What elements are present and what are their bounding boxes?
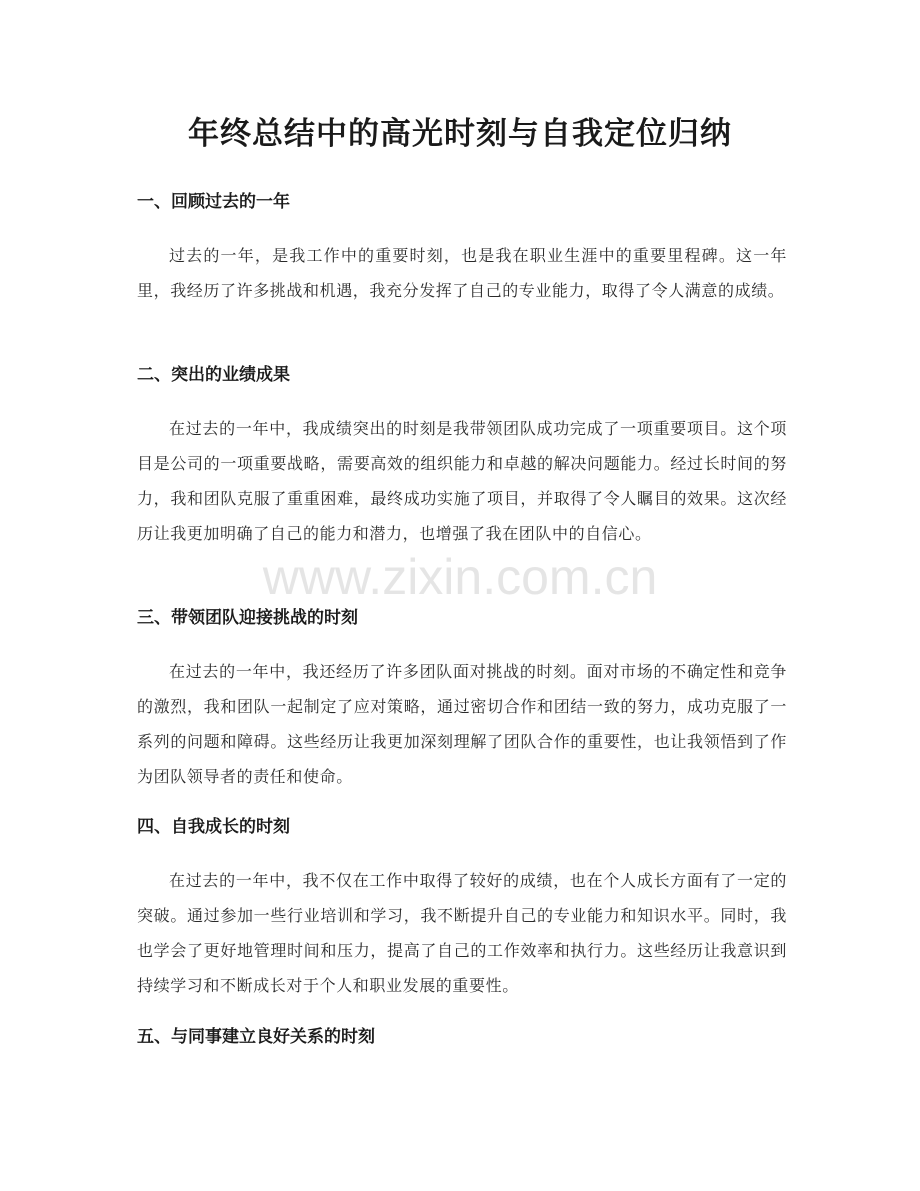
section-paragraph: 在过去的一年中，我还经历了许多团队面对挑战的时刻。面对市场的不确定性和竞争的激烈，我和团队一起制定了应对策略，通过密切合作和团结一致的努力，成功克服了一系列的问题和障碍。这些经历让我更加深刻理解了团队合作的重要性，也让我领悟到了作为团队领导者的责任和使命。 [137, 662, 787, 786]
section-paragraph: 在过去的一年中，我成绩突出的时刻是我带领团队成功完成了一项重要项目。这个项目是公司的一项重要战略，需要高效的组织能力和卓越的解决问题能力。经过长时间的努力，我和团队克服了重重困难，最终成功实施了项目，并取得了令人瞩目的效果。这次经历让我更加明确了自己的能力和潜力，也增强了我在团队中的自信心。 [137, 419, 787, 543]
section-1 [137, 190, 787, 308]
watermark: www.zixin.com.cn [262, 549, 658, 605]
section-heading: 四、自我成长的时刻 [137, 817, 290, 837]
section-3 [137, 606, 787, 794]
section-heading: 一、回顾过去的一年 [137, 192, 290, 212]
section-paragraph: 在过去的一年中，我不仅在工作中取得了较好的成绩，也在个人成长方面有了一定的突破。通过参加一些行业培训和学习，我不断提升自己的专业能力和知识水平。同时，我也学会了更好地管理时间和压力，提高了自己的工作效率和执行力。这些经历让我意识到持续学习和不断成长对于个人和职业发展的重要性。 [137, 871, 787, 995]
section-paragraph: 过去的一年，是我工作中的重要时刻，也是我在职业生涯中的重要里程碑。这一年里，我经历了许多挑战和机遇，我充分发挥了自己的专业能力，取得了令人满意的成绩。 [137, 246, 787, 300]
section-heading: 二、突出的业绩成果 [137, 365, 290, 385]
section-heading: 三、带领团队迎接挑战的时刻 [137, 608, 358, 628]
document-title: 年终总结中的高光时刻与自我定位归纳 [188, 116, 732, 152]
section-5 [137, 1025, 787, 1049]
section-heading: 五、与同事建立良好关系的时刻 [137, 1027, 375, 1047]
section-4 [137, 815, 787, 1003]
section-2 [137, 363, 787, 551]
